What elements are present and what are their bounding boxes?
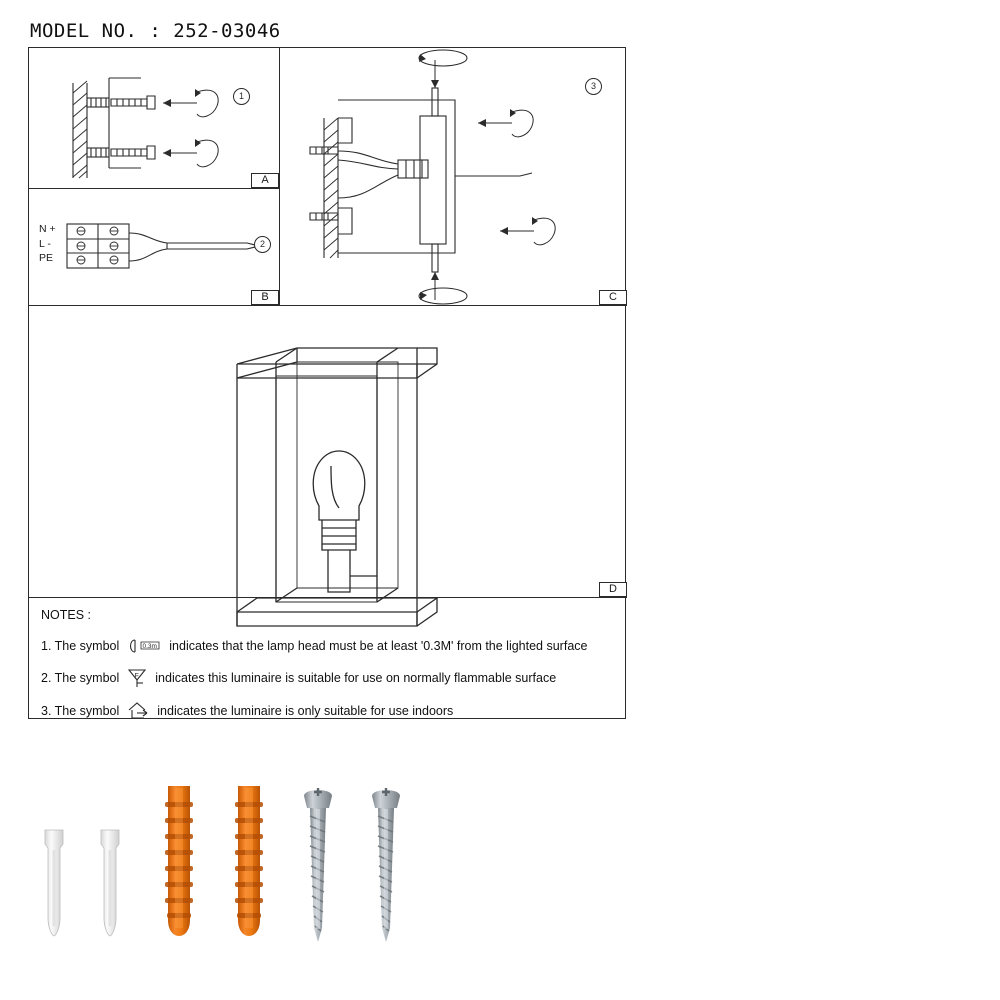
step-number-2: 2	[254, 236, 271, 253]
panel-tag-b: B	[251, 290, 279, 305]
indoor-use-only-icon	[125, 700, 151, 722]
panel-tag-a: A	[251, 173, 279, 188]
notes-title: NOTES :	[41, 608, 92, 622]
svg-text:0.3m: 0.3m	[142, 643, 158, 650]
note-item-2	[41, 667, 616, 689]
panel-b	[29, 189, 279, 305]
notes-block	[41, 608, 616, 733]
note-1-prefix: 1. The symbol	[41, 638, 120, 653]
product-drawing	[29, 306, 627, 597]
wall-plug-orange-2	[225, 780, 273, 950]
terminal-labels	[39, 222, 56, 266]
screw-2	[364, 782, 408, 962]
hardware-parts	[0, 760, 1000, 960]
note-2-suffix: indicates this luminaire is suitable for use on normally flammable surface	[155, 670, 557, 685]
step-number-1: 1	[233, 88, 250, 105]
panel-tag-c: C	[599, 290, 627, 305]
panel-a-diagram	[29, 48, 279, 188]
note-3-prefix: 3. The symbol	[41, 703, 120, 718]
wall-plug-orange-1	[155, 780, 203, 950]
note-item-3	[41, 700, 616, 722]
plastic-anchor-white-1	[36, 826, 74, 946]
step-number-3: 3	[585, 78, 602, 95]
page-title: MODEL NO. : 252-03046	[30, 20, 281, 42]
screw-1	[296, 782, 340, 962]
note-item-1	[41, 636, 616, 656]
panel-tag-d: D	[599, 582, 627, 597]
note-2-prefix: 2. The symbol	[41, 670, 120, 685]
plastic-anchor-white-2	[92, 826, 130, 946]
instruction-sheet	[28, 47, 626, 719]
panel-b-diagram	[29, 189, 279, 305]
note-1-suffix: indicates that the lamp head must be at least '0.3M' from the lighted surface	[169, 638, 588, 653]
flammable-surface-icon	[125, 667, 149, 689]
panel-c	[280, 48, 627, 305]
panel-c-diagram	[280, 48, 627, 305]
svg-text:F: F	[134, 673, 140, 680]
panel-d	[29, 306, 627, 597]
terminal-label-pe: PE	[39, 252, 54, 264]
min-distance-0.3m-icon	[125, 636, 163, 656]
terminal-label-l: L -	[39, 237, 51, 250]
note-3-suffix: indicates the luminaire is only suitable for use indoors	[157, 703, 454, 718]
terminal-label-n: N +	[39, 223, 56, 235]
panel-a	[29, 48, 279, 188]
